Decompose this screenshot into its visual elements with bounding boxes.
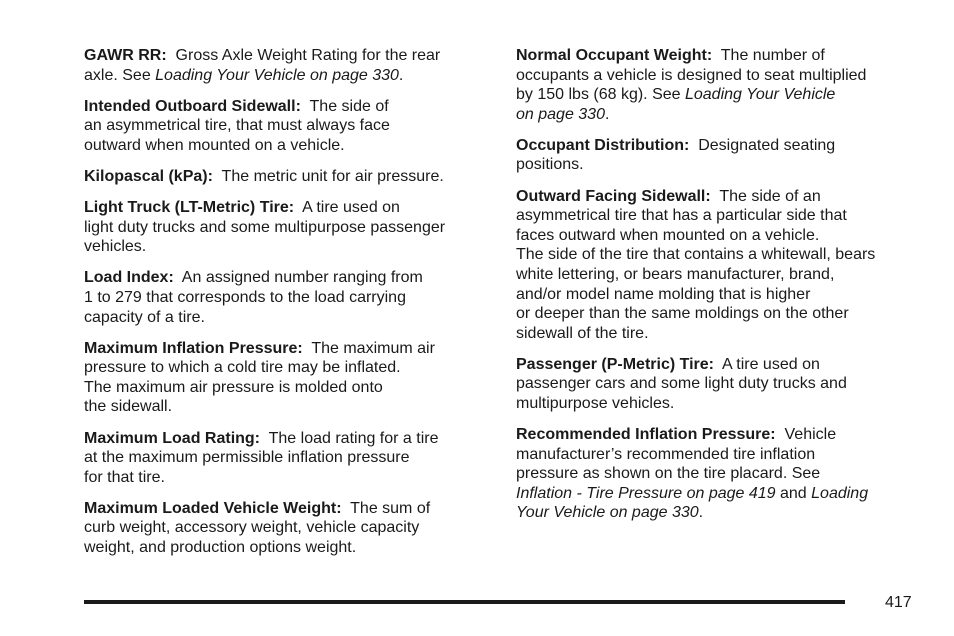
text-line [84, 237, 494, 257]
text-line [84, 97, 494, 117]
text-line [516, 206, 924, 226]
page-number: 417 [885, 594, 912, 611]
text-line [516, 226, 924, 246]
definition-text: Vehicle [784, 426, 837, 444]
text-line [84, 268, 494, 288]
definition-text: an asymmetrical tire, that must always face [84, 117, 390, 135]
definition-text: curb weight, accessory weight, vehicle capacity [84, 519, 420, 537]
glossary-term: Light Truck (LT-Metric) Tire: [84, 199, 295, 217]
text-line [516, 187, 924, 207]
definition-text: occupants a vehicle is designed to seat multiplied [516, 66, 867, 84]
text-line [84, 378, 494, 398]
text-line [84, 116, 494, 136]
glossary-term: Occupant Distribution: [516, 136, 690, 154]
definition-text: the sidewall. [84, 398, 173, 416]
text-line [84, 538, 494, 558]
definition-text: pressure to which a cold tire may be inflated. [84, 359, 401, 377]
page-reference: on page 330 [516, 105, 605, 123]
glossary-entry [516, 425, 924, 523]
definition-text: light duty trucks and some multipurpose passenger [84, 218, 446, 236]
page-reference: Your Vehicle on page 330 [516, 504, 699, 522]
text-line [84, 198, 494, 218]
definition-text: axle. See [84, 66, 156, 84]
glossary-term: Kilopascal (kPa): [84, 167, 213, 185]
definition-text: vehicles. [84, 238, 147, 256]
text-line [84, 136, 494, 156]
definition-text: pressure as shown on the tire placard. See [516, 465, 821, 483]
text-line [84, 46, 494, 66]
text-line [516, 136, 924, 156]
definition-text: . [398, 66, 404, 84]
page-reference: Loading Your Vehicle on page 330 [155, 66, 399, 84]
definition-text: white lettering, or bears manufacturer, brand, [516, 265, 835, 283]
definition-text: The sum of [350, 499, 431, 517]
text-line [516, 484, 924, 504]
right-column [516, 46, 924, 535]
text-line [516, 355, 924, 375]
text-line [84, 358, 494, 378]
glossary-term: Maximum Loaded Vehicle Weight: [84, 499, 342, 517]
text-line [516, 85, 924, 105]
definition-text: and [775, 484, 812, 502]
text-line [516, 245, 924, 265]
text-line [516, 503, 924, 523]
text-line [516, 155, 924, 175]
definition-text: . [698, 504, 704, 522]
text-line [516, 285, 924, 305]
definition-text: . [604, 105, 610, 123]
glossary-entry [84, 167, 494, 187]
definition-text: The side of [309, 97, 389, 115]
definition-text: An assigned number ranging from [181, 269, 423, 287]
glossary-entry [516, 136, 924, 175]
definition-text: by 150 lbs (68 kg). See [516, 86, 685, 104]
text-line [84, 499, 494, 519]
definition-text: at the maximum permissible inflation pressure [84, 449, 410, 467]
text-line [516, 265, 924, 285]
text-line [516, 324, 924, 344]
definition-text: The side of the tire that contains a whitewall, bears [516, 246, 876, 264]
definition-text: Gross Axle Weight Rating for the rear [175, 47, 441, 64]
glossary-term: Normal Occupant Weight: [516, 47, 713, 64]
glossary-entry [84, 339, 494, 417]
definition-text: A tire used on [722, 355, 820, 373]
definition-text: manufacturer’s recommended tire inflation [516, 445, 816, 463]
glossary-entry [84, 268, 494, 327]
definition-text: and/or model name molding that is higher [516, 285, 811, 303]
glossary-entry [516, 187, 924, 344]
text-line [516, 445, 924, 465]
glossary-entry [84, 429, 494, 488]
text-line [516, 464, 924, 484]
definition-text: faces outward when mounted on a vehicle. [516, 226, 820, 244]
text-line [516, 66, 924, 86]
definition-text: Designated seating [698, 136, 836, 154]
text-line [84, 339, 494, 359]
definition-text: passenger cars and some light duty trucks and [516, 375, 847, 393]
definition-text: The side of an [719, 187, 821, 205]
definition-text: or deeper than the same moldings on the other [516, 305, 849, 323]
text-line [84, 518, 494, 538]
definition-text: The metric unit for air pressure. [221, 167, 444, 185]
glossary-entry [84, 499, 494, 558]
text-line [84, 218, 494, 238]
definition-text: weight, and production options weight. [84, 538, 357, 556]
text-line [516, 46, 924, 66]
definition-text: multipurpose vehicles. [516, 395, 675, 412]
glossary-entry [84, 198, 494, 257]
glossary-entry [516, 46, 924, 124]
glossary-term: Maximum Inflation Pressure: [84, 339, 303, 357]
glossary-term: Recommended Inflation Pressure: [516, 426, 776, 444]
definition-text: asymmetrical tire that has a particular side that [516, 207, 847, 225]
text-line [84, 448, 494, 468]
text-line [84, 308, 494, 328]
glossary-term: Load Index: [84, 269, 174, 287]
text-line [84, 468, 494, 488]
text-line [516, 304, 924, 324]
page-reference: Loading [811, 484, 869, 502]
definition-text: outward when mounted on a vehicle. [84, 136, 345, 154]
glossary-entry [84, 97, 494, 156]
text-line [516, 105, 924, 125]
text-line [84, 66, 494, 86]
definition-text: The number of [720, 47, 825, 64]
definition-text: The maximum air [311, 339, 435, 357]
text-line [516, 374, 924, 394]
left-column [84, 46, 494, 569]
definition-text: The maximum air pressure is molded onto [84, 378, 383, 396]
definition-text: 1 to 279 that corresponds to the load carrying [84, 288, 406, 306]
glossary-term: Passenger (P-Metric) Tire: [516, 355, 714, 373]
definition-text: sidewall of the tire. [516, 324, 649, 342]
page-reference: Inflation - Tire Pressure on page 419 [516, 484, 776, 502]
text-line [84, 288, 494, 308]
glossary-term: Maximum Load Rating: [84, 429, 261, 447]
glossary-term: Intended Outboard Sidewall: [84, 97, 301, 115]
footer-rule [84, 600, 845, 604]
definition-text: for that tire. [84, 468, 165, 486]
definition-text: A tire used on [302, 199, 400, 217]
text-line [84, 429, 494, 449]
text-line [516, 425, 924, 445]
definition-text: The load rating for a tire [268, 429, 439, 447]
definition-text: capacity of a tire. [84, 308, 205, 326]
page-reference: Loading Your Vehicle [684, 86, 836, 104]
glossary-term: GAWR RR: [84, 47, 167, 64]
definition-text: positions. [516, 156, 584, 174]
text-line [84, 167, 494, 187]
text-line [84, 397, 494, 417]
glossary-entry [516, 355, 924, 414]
text-line [516, 394, 924, 414]
glossary-entry [84, 46, 494, 85]
glossary-term: Outward Facing Sidewall: [516, 187, 711, 205]
